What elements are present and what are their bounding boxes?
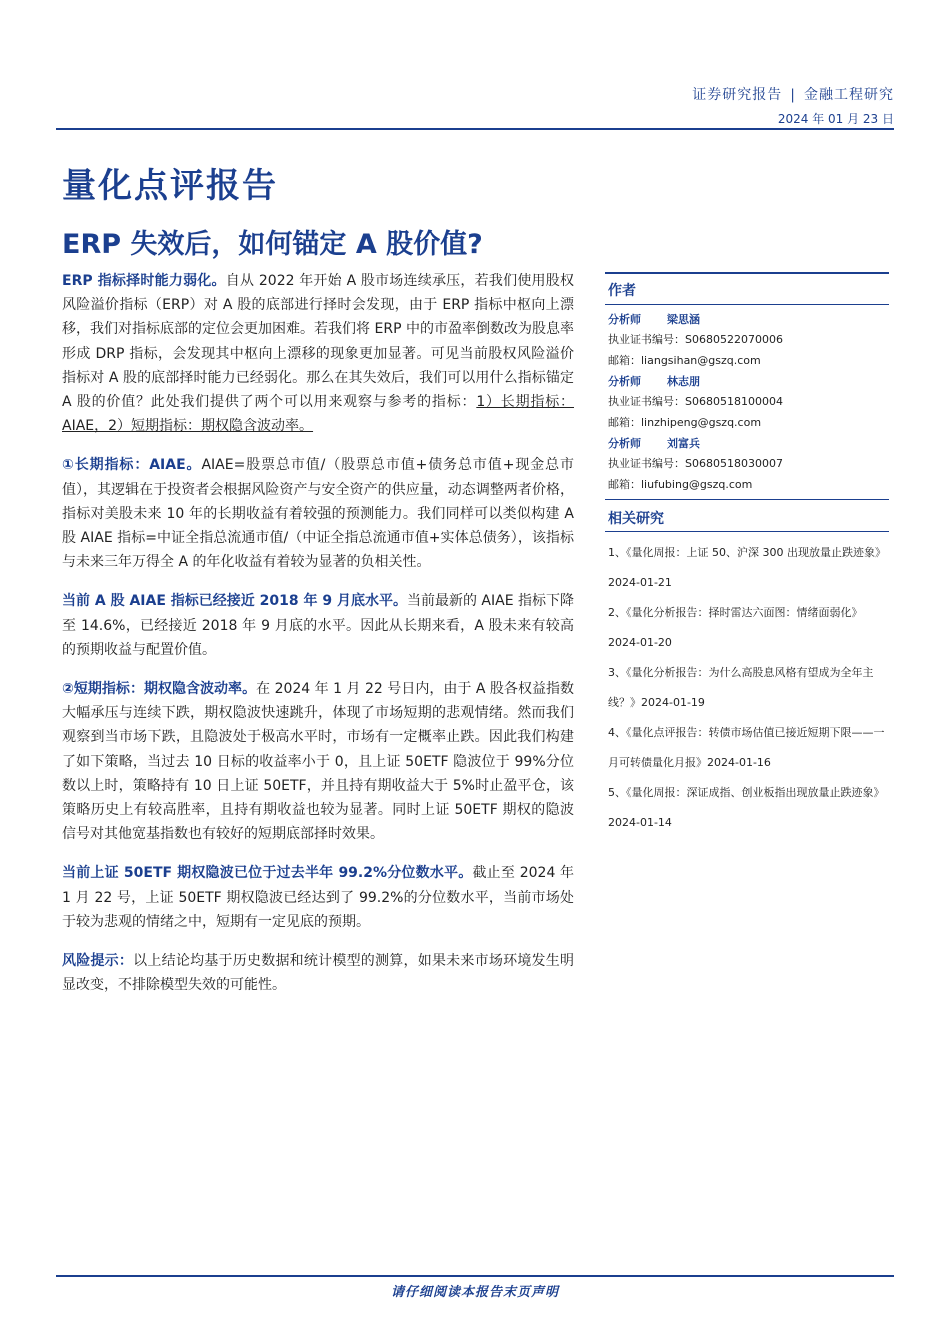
related-research-date: 2024-01-21	[608, 576, 672, 589]
paragraph-text: 当前最新的 AIAE 指标下降至 14.6%，已经接近 2018 年 9 月底的水平。因此从长期来看，A 股未来有较高的预期收益与配置价值。	[62, 593, 575, 658]
related-research-item[interactable]	[608, 718, 889, 778]
paragraph-lead: ERP 指标择时能力弱化。	[62, 273, 226, 289]
analyst-card	[608, 311, 889, 371]
related-research-item[interactable]	[608, 598, 889, 658]
related-research-heading: 相关研究	[608, 511, 664, 527]
page-title: ERP 失效后，如何锚定 A 股价值?	[62, 229, 483, 260]
analyst-name: 梁思涵	[667, 313, 700, 326]
cert-label: 执业证书编号：	[608, 395, 685, 408]
related-research-title: 1、《量化周报：上证 50、沪深 300 出现放量止跌迹象》	[608, 546, 886, 559]
header-separator: |	[790, 87, 796, 103]
paragraph-text: 截止至 2024 年 1 月 22 号，上证 50ETF 期权隐波已经达到了 99.2%的分位数水平，当前市场处于较为悲观的情绪之中，短期有一定见底的预期。	[62, 865, 575, 930]
sidebar-divider	[605, 304, 889, 305]
analyst-name: 刘富兵	[667, 437, 700, 450]
cert-number: S0680518030007	[685, 457, 783, 470]
paragraph-lead: 当前上证 50ETF 期权隐波已位于过去半年 99.2%分位数水平。	[62, 865, 473, 882]
analyst-card	[608, 435, 889, 495]
sidebar-divider	[605, 499, 889, 500]
paragraph-underlined-text: 1）长期指标：AIAE，2）短期指标：期权隐含波动率。	[62, 394, 574, 435]
cert-label: 执业证书编号：	[608, 333, 685, 346]
analyst-card	[608, 373, 889, 433]
email-label: 邮箱：	[608, 416, 641, 429]
paragraph-lead: 当前 A 股 AIAE 指标已经接近 2018 年 9 月底水平。	[62, 593, 407, 610]
related-research-date: 2024-01-19	[641, 696, 705, 709]
paragraph-text: 以上结论均基于历史数据和统计模型的测算，如果未来市场环境发生明显改变，不排除模型失效的可能性。	[62, 953, 575, 994]
related-research-date: 2024-01-16	[707, 756, 771, 769]
header-divider	[56, 128, 894, 130]
related-research-title: 5、《量化周报：深证成指、创业板指出现放量止跌迹象》	[608, 786, 885, 799]
paragraph-lead: 风险提示：	[62, 953, 134, 970]
paragraph-implied-vol	[62, 677, 574, 846]
analyst-name: 林志朋	[667, 375, 700, 388]
paragraph-50etf	[62, 861, 574, 934]
main-body	[62, 269, 574, 1012]
related-research-item[interactable]	[608, 778, 889, 838]
email-label: 邮箱：	[608, 478, 641, 491]
related-research-title: 2、《量化分析报告：择时雷达六面图：情绪面弱化》	[608, 606, 863, 619]
paragraph-text: 在 2024 年 1 月 22 号日内，由于 A 股各权益指数大幅承压与连续下跌，期权隐波快速跳升，体现了市场短期的悲观情绪。然而我们观察到当市场下跌，且隐波处于极高水平时，市场有一定概率止跌。因此我们构建了如下策略，当过去 10 日标的收益率小于 0，且上证 50ETF 隐波位于 99%分位数以上时，策略持有 10 日上证 50ETF，并且持有期收益大于 5%时止盈平仓，该策略历史上有较高胜率，且持有期收益也较为显著。同时上证 50ETF 期权的隐波信号对其他宽基指数也有较好的短期底部择时效果。	[62, 681, 574, 843]
related-research-title: 3、《量化分析报告：为什么高股息风格有望成为全年主线？》	[608, 666, 874, 709]
report-category-header	[692, 84, 894, 104]
email-label: 邮箱：	[608, 354, 641, 367]
paragraph-text: AIAE=股票总市值/（股票总市值+债务总市值+现金总市值），其逻辑在于投资者会根据风险资产与安全资产的供应量，动态调整两者价格，指标对美股未来 10 年的长期收益有着较强的预测能力。我们同样可以类似构建 A 股 AIAE 指标=中证全指总流通市值/（中证全指总流通市值+实体总债务），该指标与未来三年万得全 A 的年化收益有着较为显著的负相关性。	[62, 457, 574, 571]
analyst-email[interactable]: liangsihan@gszq.com	[641, 354, 761, 367]
related-research-date: 2024-01-14	[608, 816, 672, 829]
authors-heading: 作者	[608, 283, 636, 299]
paragraph-aiae-level	[62, 589, 574, 662]
analyst-role: 分析师	[608, 313, 641, 326]
cert-label: 执业证书编号：	[608, 457, 685, 470]
report-type-title: 量化点评报告	[62, 166, 278, 206]
paragraph-lead: ①长期指标：AIAE。	[62, 457, 202, 474]
paragraph-risk	[62, 949, 574, 997]
paragraph-text: 自从 2022 年开始 A 股市场连续承压，若我们使用股权风险溢价指标（ERP）对 A 股的底部进行择时会发现，由于 ERP 指标中枢向上漂移，我们对指标底部的定位会更加困难。若我们将 ERP 中的市盈率倒数改为股息率形成 DRP 指标，会发现其中枢向上漂移的现象更加显著。可见当前股权风险溢价指标对 A 股的底部择时能力已经弱化。那么在其失效后，我们可以用什么指标锚定 A 股的价值？此处我们提供了两个可以用来观察与参考的指标：	[62, 273, 574, 411]
analyst-role: 分析师	[608, 375, 641, 388]
paragraph-erp	[62, 269, 574, 438]
analyst-email[interactable]: linzhipeng@gszq.com	[641, 416, 762, 429]
paragraph-aiae	[62, 453, 574, 574]
cert-number: S0680518100004	[685, 395, 783, 408]
sidebar-divider	[605, 531, 889, 532]
analyst-role: 分析师	[608, 437, 641, 450]
related-research-item[interactable]	[608, 658, 889, 718]
report-subcategory: 金融工程研究	[804, 87, 894, 103]
sidebar	[605, 272, 889, 838]
footer-divider	[56, 1275, 894, 1277]
analyst-email[interactable]: liufubing@gszq.com	[641, 478, 753, 491]
report-date: 2024 年 01 月 23 日	[777, 112, 894, 126]
related-research-item[interactable]	[608, 538, 889, 598]
related-research-title: 4、《量化点评报告：转债市场估值已接近短期下限——一月可转债量化月报》	[608, 726, 885, 769]
footer-disclaimer: 请仔细阅读本报告末页声明	[390, 1285, 559, 1300]
related-research-date: 2024-01-20	[608, 636, 672, 649]
report-category: 证券研究报告	[692, 87, 783, 103]
cert-number: S0680522070006	[685, 333, 783, 346]
paragraph-lead: ②短期指标：期权隐含波动率。	[62, 681, 257, 698]
